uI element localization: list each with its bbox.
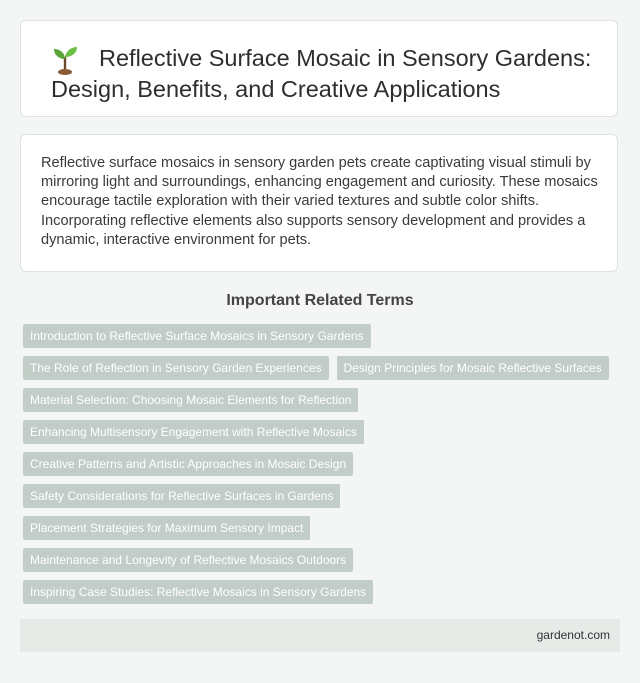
related-term-tag[interactable]: Enhancing Multisensory Engagement with Reflective Mosaics xyxy=(23,420,364,444)
related-term-tag[interactable]: Maintenance and Longevity of Reflective Mosaics Outdoors xyxy=(23,548,353,572)
footer-site-link[interactable]: gardenot.com xyxy=(536,628,610,642)
tag-row xyxy=(23,324,623,348)
related-term-tag[interactable]: Placement Strategies for Maximum Sensory Impact xyxy=(23,516,310,540)
related-terms-list xyxy=(23,324,623,612)
tag-row xyxy=(23,356,623,380)
related-term-tag[interactable]: Inspiring Case Studies: Reflective Mosaics in Sensory Gardens xyxy=(23,580,373,604)
related-term-tag[interactable]: Introduction to Reflective Surface Mosaics in Sensory Gardens xyxy=(23,324,371,348)
tag-row xyxy=(23,388,623,412)
tag-row xyxy=(23,580,623,604)
tag-row xyxy=(23,484,623,508)
tag-row xyxy=(23,548,623,572)
footer xyxy=(20,619,620,652)
tag-row xyxy=(23,420,623,444)
tag-row xyxy=(23,516,623,540)
related-terms-heading: Important Related Terms xyxy=(226,292,414,309)
related-term-tag[interactable]: Safety Considerations for Reflective Surfaces in Gardens xyxy=(23,484,340,508)
related-term-tag[interactable]: The Role of Reflection in Sensory Garden Experiences xyxy=(23,356,329,380)
tag-row xyxy=(23,452,623,476)
title-card xyxy=(20,20,618,117)
summary-text: Reflective surface mosaics in sensory garden pets create captivating visual stimuli by mirroring light and surroundings, enhancing engagement and curiosity. These mosaics encourage tactile exploration with their varied textures and subtle color shifts. Incorporating reflective elements also supports sensory development and provides a dynamic, interactive environment for pets. xyxy=(41,155,598,248)
page-title: Reflective Surface Mosaic in Sensory Gardens: Design, Benefits, and Creative Applications xyxy=(51,45,592,102)
title-row xyxy=(51,43,611,105)
related-term-tag[interactable]: Material Selection: Choosing Mosaic Elements for Reflection xyxy=(23,388,358,412)
related-term-tag[interactable]: Creative Patterns and Artistic Approaches in Mosaic Design xyxy=(23,452,353,476)
summary-card xyxy=(20,134,618,272)
sprout-icon xyxy=(51,43,79,75)
related-term-tag[interactable]: Design Principles for Mosaic Reflective Surfaces xyxy=(337,356,609,380)
